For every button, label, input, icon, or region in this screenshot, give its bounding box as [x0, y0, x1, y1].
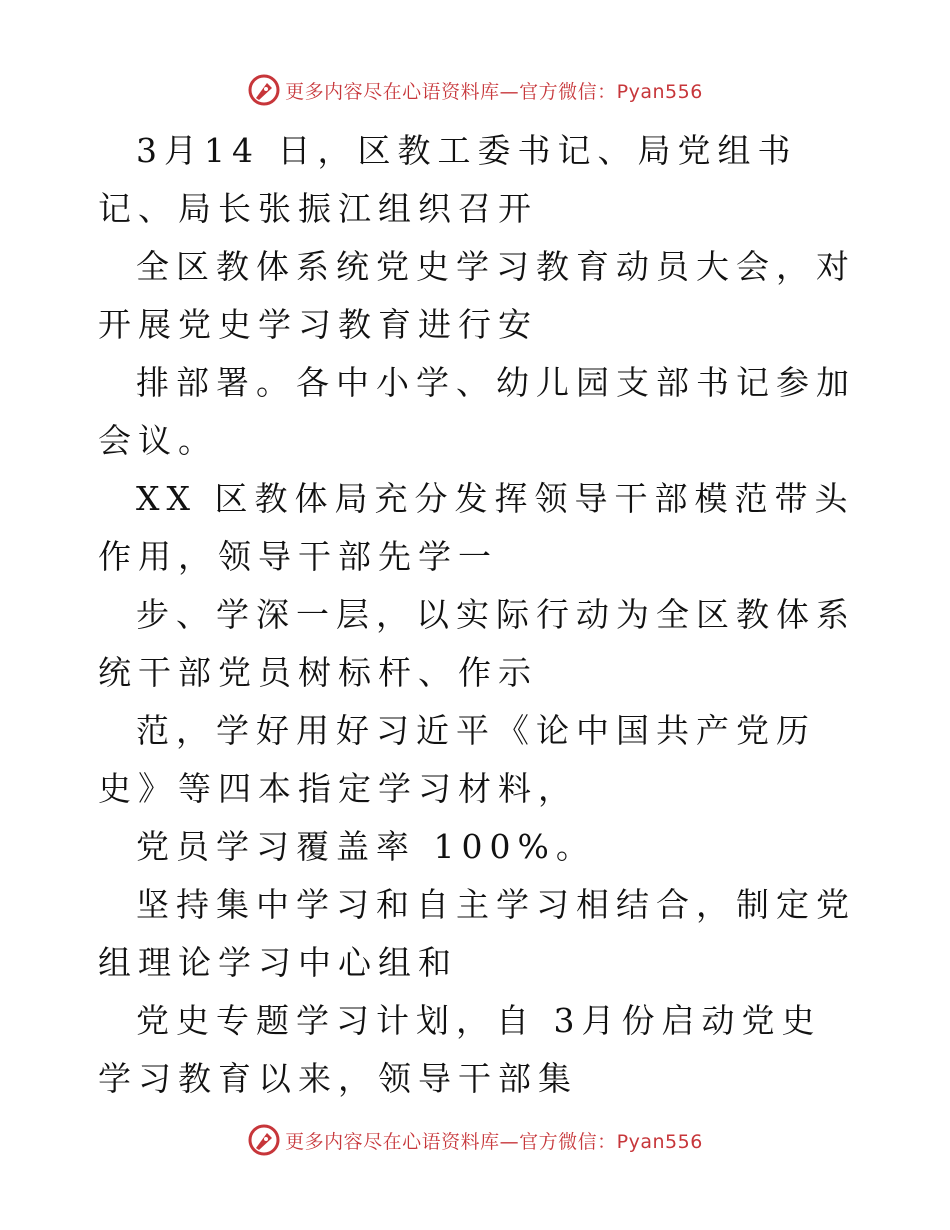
- document-body: [98, 122, 858, 1108]
- footer-banner: [0, 1120, 950, 1160]
- banner-separator: —: [499, 1130, 520, 1153]
- pen-nib-circle-icon: [247, 1123, 281, 1157]
- paragraph: 步、学深一层，以实际行动为全区教体系统干部党员树标杆、作示: [98, 595, 856, 692]
- banner-account: 官方微信：Pyan556: [519, 1130, 703, 1153]
- paragraph: 坚持集中学习和自主学习相结合，制定党组理论学习中心组和: [98, 885, 856, 982]
- paragraph: 范，学好用好习近平《论中国共产党历史》等四本指定学习材料，: [98, 711, 816, 808]
- banner-brand: 更多内容尽在心语资料库: [285, 80, 500, 103]
- paragraph: 3月14 日，区教工委书记、局党组书记、局长张振江组织召开: [98, 131, 798, 228]
- pen-nib-circle-icon: [247, 73, 281, 107]
- banner-text: [285, 77, 703, 104]
- paragraph: XX 区教体局充分发挥领导干部模范带头作用，领导干部先学一: [98, 479, 855, 576]
- paragraph: 党史专题学习计划，自 3月份启动党史学习教育以来，领导干部集: [98, 1001, 822, 1098]
- banner-separator: —: [499, 80, 520, 103]
- header-banner: [0, 70, 950, 110]
- paragraph: 排部署。各中小学、幼儿园支部书记参加会议。: [98, 363, 856, 460]
- banner-brand: 更多内容尽在心语资料库: [285, 1130, 500, 1153]
- banner-account: 官方微信：Pyan556: [519, 80, 703, 103]
- paragraph: 全区教体系统党史学习教育动员大会，对开展党史学习教育进行安: [98, 247, 856, 344]
- banner-text: [285, 1127, 703, 1154]
- paragraph: 党员学习覆盖率 100%。: [136, 827, 596, 866]
